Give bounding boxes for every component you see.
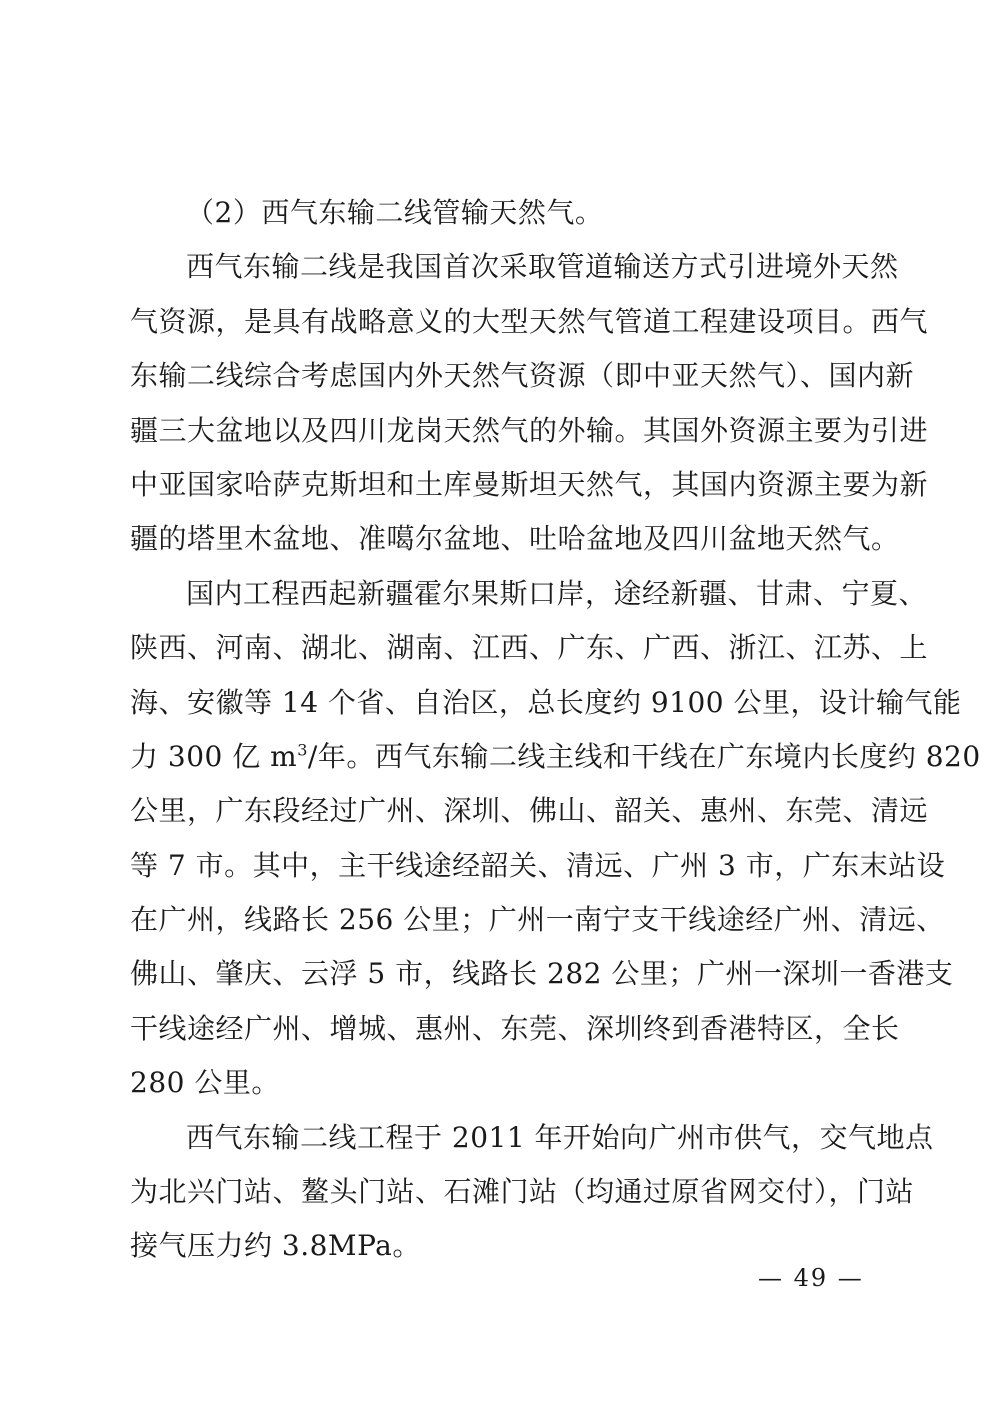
text-line: 气资源，是具有战略意义的大型天然气管道工程建设项目。西气	[130, 304, 929, 338]
text-line: 疆三大盆地以及四川龙岗天然气的外输。其国外资源主要为引进	[130, 413, 929, 447]
text-line: 疆的塔里木盆地、准噶尔盆地、吐哈盆地及四川盆地天然气。	[130, 522, 900, 556]
section-heading: （2）西气东输二线管输天然气。	[186, 196, 604, 229]
text-line: 接气压力约 3.8MPa。	[130, 1229, 421, 1263]
text-line: 280 公里。	[130, 1066, 280, 1100]
text-line: 公里，广东段经过广州、深圳、佛山、韶关、惠州、东莞、清远	[130, 794, 929, 828]
text-line: 等 7 市。其中，主干线途经韶关、清远、广州 3 市，广东末站设	[130, 848, 946, 882]
text-line: 在广州，线路长 256 公里；广州一南宁支干线途经广州、清远、	[130, 903, 945, 937]
paragraph-2	[130, 567, 981, 1111]
text-line: 海、安徽等 14 个省、自治区，总长度约 9100 公里，设计输气能	[130, 685, 962, 719]
text-line: 东输二线综合考虑国内外天然气资源（即中亚天然气）、国内新	[130, 359, 915, 393]
paragraph-1	[130, 240, 929, 566]
text-segment: /年。西气东输二线主线和干线在广东境内长度约 820	[307, 739, 981, 773]
text-line: 陕西、河南、湖北、湖南、江西、广东、广西、浙江、江苏、上	[130, 631, 929, 665]
text-line: 中亚国家哈萨克斯坦和土库曼斯坦天然气，其国内资源主要为新	[130, 467, 929, 501]
text-line: 干线途经广州、增城、惠州、东莞、深圳终到香港特区，全长	[130, 1011, 900, 1045]
text-line-with-unit	[130, 730, 981, 784]
document-body	[130, 186, 981, 1274]
page-number: — 49 —	[758, 1264, 864, 1292]
paragraph-3	[130, 1111, 934, 1274]
superscript: 3	[297, 740, 308, 760]
text-line: 为北兴门站、鳌头门站、石滩门站（均通过原省网交付），门站	[130, 1175, 915, 1209]
text-line: 佛山、肇庆、云浮 5 市，线路长 282 公里；广州一深圳一香港支	[130, 957, 954, 991]
text-line: 西气东输二线工程于 2011 年开始向广州市供气，交气地点	[186, 1120, 934, 1154]
text-line: 西气东输二线是我国首次采取管道输送方式引进境外天然	[186, 250, 899, 284]
text-segment: 力 300 亿 m	[130, 739, 298, 773]
text-line: 国内工程西起新疆霍尔果斯口岸，途经新疆、甘肃、宁夏、	[186, 576, 928, 610]
